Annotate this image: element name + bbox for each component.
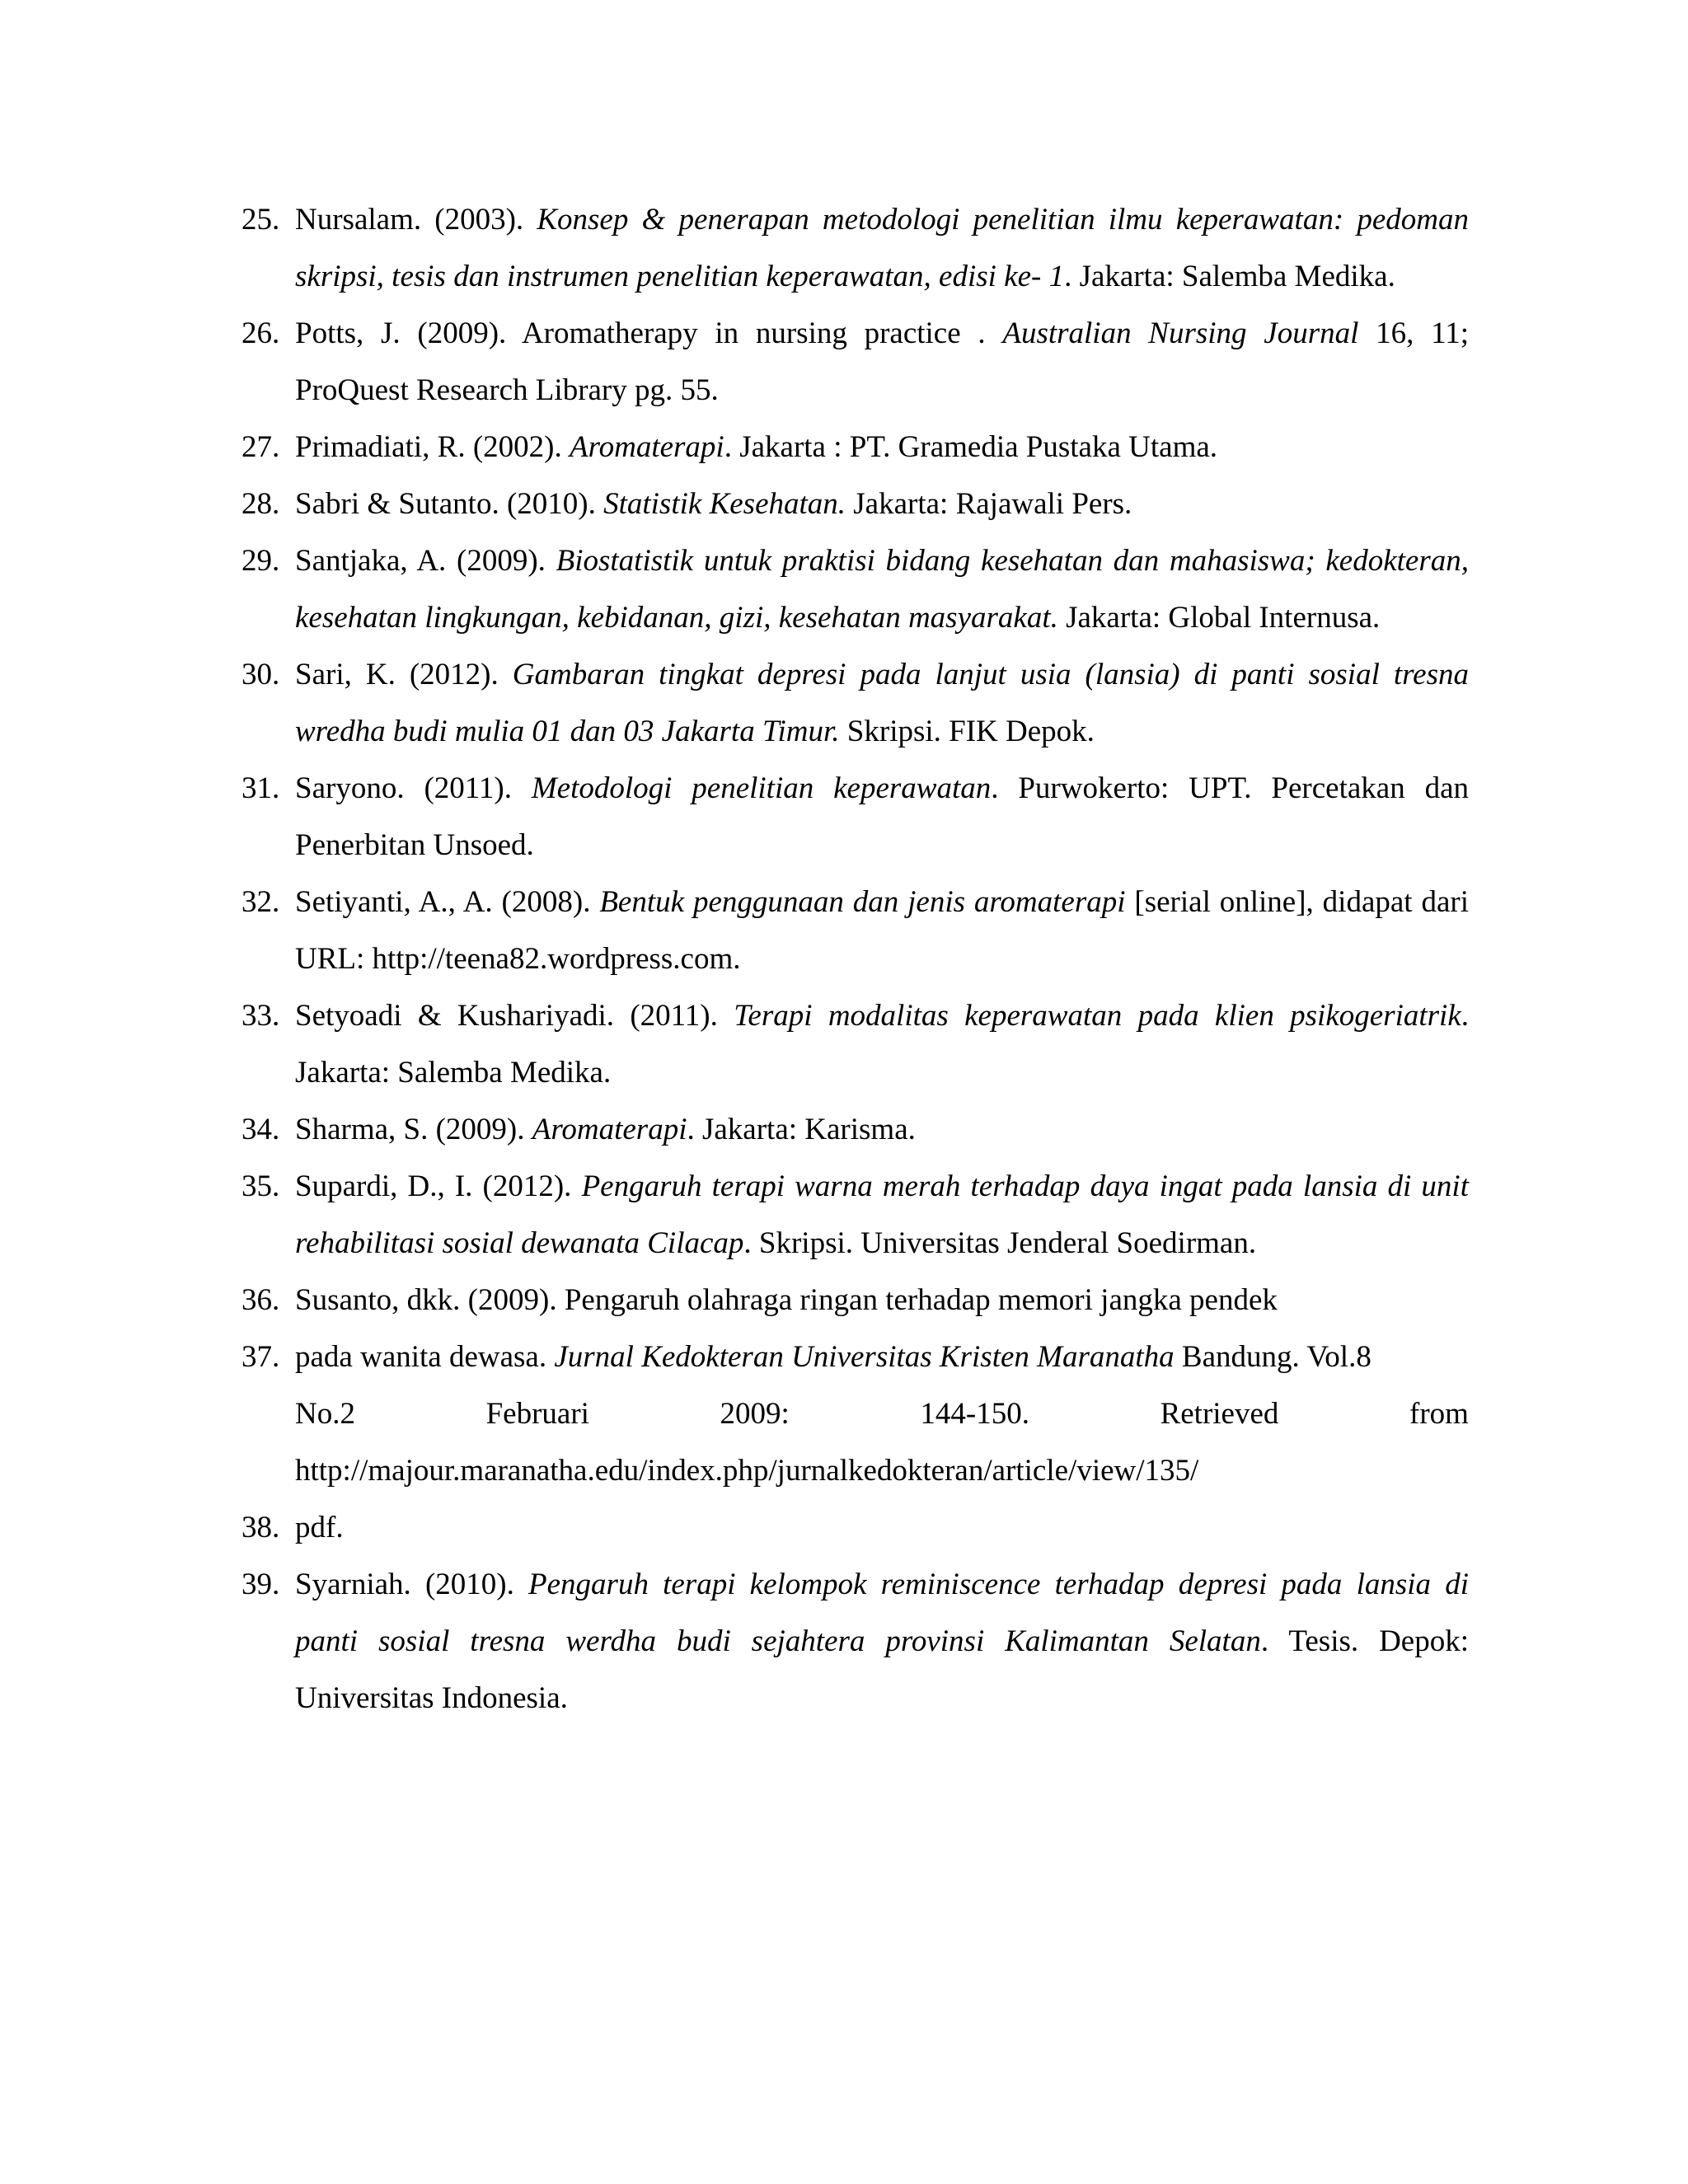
reference-text: Primadiati, R. (2002). Aromaterapi. Jakarta : PT. Gramedia Pustaka Utama.: [295, 430, 1218, 464]
reference-item: [241, 419, 1469, 476]
reference-url: http://majour.maranatha.edu/index.php/jurnalkedokteran/article/view/135/: [295, 1454, 1199, 1488]
reference-item: [241, 646, 1469, 760]
reference-number: 29.: [241, 544, 280, 578]
spread-word: Februari: [485, 1397, 589, 1431]
reference-text: pdf.: [295, 1511, 344, 1544]
reference-item: [241, 305, 1469, 419]
reference-number: 26.: [241, 316, 280, 350]
reference-item: [241, 1101, 1469, 1158]
reference-text: Sharma, S. (2009). Aromaterapi. Jakarta: Karisma.: [295, 1113, 916, 1146]
reference-text: Nursalam. (2003). Konsep & penerapan metodologi penelitian ilmu keperawatan: pedoman skripsi, tesis dan instrumen penelitian keperawatan, edisi ke- 1. Jakarta: Salemba Medika.: [295, 203, 1469, 293]
reference-number: 28.: [241, 487, 280, 521]
reference-text: Setyoadi & Kushariyadi. (2011). Terapi modalitas keperawatan pada klien psikogeriatrik. Jakarta: Salemba Medika.: [295, 999, 1469, 1090]
reference-text: pada wanita dewasa. Jurnal Kedokteran Universitas Kristen Maranatha Bandung. Vol.8: [295, 1340, 1372, 1374]
reference-spread-line: [295, 1385, 1469, 1442]
reference-item: [241, 532, 1469, 646]
spread-word: No.2: [295, 1397, 355, 1431]
reference-number: 27.: [241, 430, 280, 464]
reference-item: [241, 1329, 1469, 1499]
reference-item: [241, 1499, 1469, 1556]
reference-text: Sabri & Sutanto. (2010). Statistik Kesehatan. Jakarta: Rajawali Pers.: [295, 487, 1132, 521]
reference-item: [241, 760, 1469, 874]
reference-text: Sari, K. (2012). Gambaran tingkat depresi pada lanjut usia (lansia) di panti sosial tresna wredha budi mulia 01 dan 03 Jakarta Timur. Skripsi. FIK Depok.: [295, 658, 1470, 748]
reference-number: 37.: [241, 1340, 280, 1374]
reference-text: Santjaka, A. (2009). Biostatistik untuk praktisi bidang kesehatan dan mahasiswa; kedokteran, kesehatan lingkungan, kebidanan, gizi, kesehatan masyarakat. Jakarta: Global Internusa.: [295, 544, 1469, 635]
reference-item: [241, 987, 1469, 1101]
reference-text: Setiyanti, A., A. (2008). Bentuk penggunaan dan jenis aromaterapi [serial online], didapat dari URL: http://teena82.wordpress.com.: [295, 885, 1469, 976]
reference-item: [241, 1272, 1469, 1329]
reference-number: 36.: [241, 1283, 280, 1317]
reference-item: [241, 874, 1469, 987]
reference-list: [241, 191, 1469, 1727]
reference-text: Supardi, D., I. (2012). Pengaruh terapi warna merah terhadap daya ingat pada lansia di unit rehabilitasi sosial dewanata Cilacap. Skripsi. Universitas Jenderal Soedirman.: [295, 1169, 1469, 1260]
reference-text: Potts, J. (2009). Aromatherapy in nursing practice . Australian Nursing Journal 16, 11; ProQuest Research Library pg. 55.: [295, 316, 1469, 407]
reference-number: 34.: [241, 1113, 280, 1146]
reference-number: 30.: [241, 658, 280, 691]
spread-word: from: [1409, 1397, 1469, 1431]
reference-text: Susanto, dkk. (2009). Pengaruh olahraga ringan terhadap memori jangka pendek: [295, 1283, 1278, 1317]
reference-number: 32.: [241, 885, 280, 919]
spread-word: 144-150.: [920, 1397, 1029, 1431]
reference-number: 31.: [241, 771, 280, 805]
reference-item: [241, 1556, 1469, 1727]
spread-word: 2009:: [720, 1397, 790, 1431]
reference-number: 35.: [241, 1169, 280, 1203]
reference-item: [241, 476, 1469, 532]
reference-number: 33.: [241, 999, 280, 1033]
reference-item: [241, 1158, 1469, 1272]
reference-item: [241, 191, 1469, 305]
reference-number: 25.: [241, 203, 280, 237]
spread-word: Retrieved: [1160, 1397, 1279, 1431]
reference-number: 38.: [241, 1511, 280, 1544]
reference-text: Saryono. (2011). Metodologi penelitian keperawatan. Purwokerto: UPT. Percetakan dan Penerbitan Unsoed.: [295, 771, 1469, 862]
reference-number: 39.: [241, 1568, 280, 1601]
reference-text: Syarniah. (2010). Pengaruh terapi kelompok reminiscence terhadap depresi pada lansia di panti sosial tresna werdha budi sejahtera provinsi Kalimantan Selatan. Tesis. Depok: Universitas Indonesia.: [295, 1568, 1470, 1715]
